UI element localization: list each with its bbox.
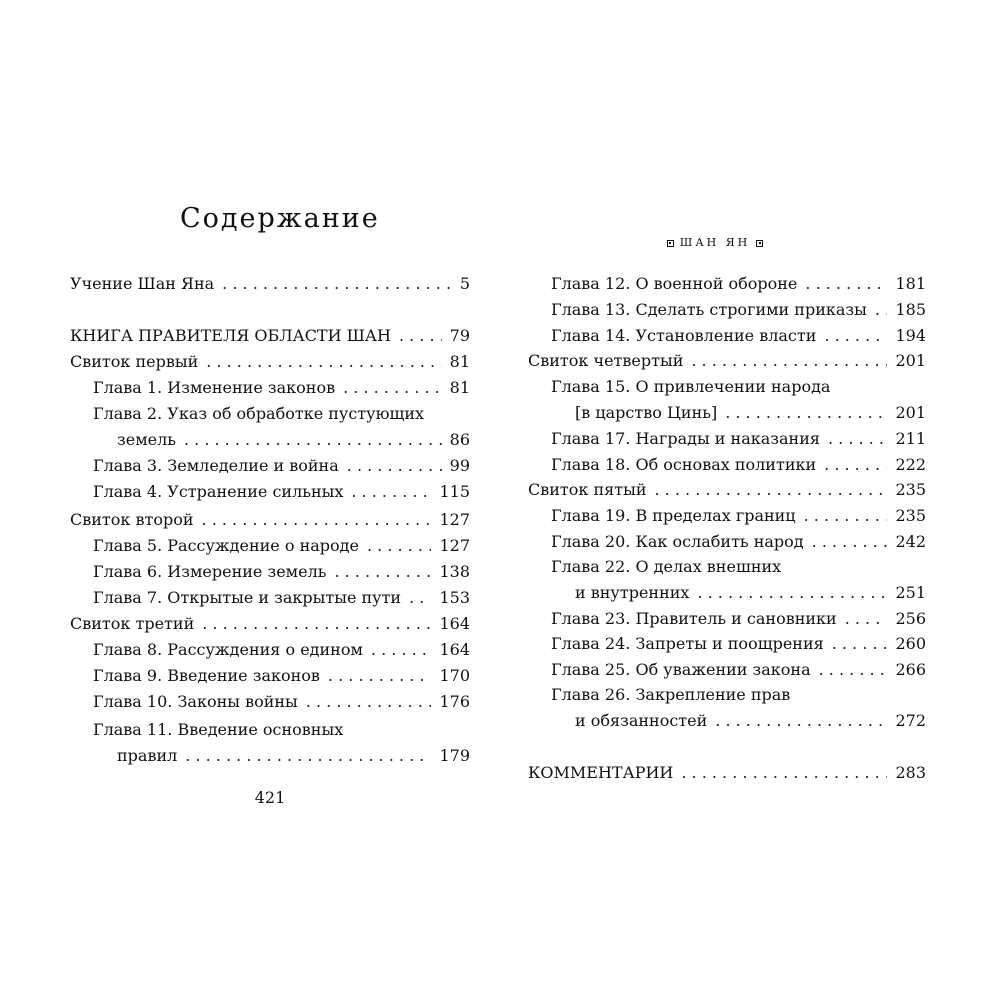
toc-entry-title: Глава 15. О привлечении народа — [551, 377, 831, 396]
toc-entry — [551, 554, 926, 580]
dot-leader — [184, 427, 442, 453]
dot-leader — [347, 453, 442, 479]
toc-entry-title: Глава 13. Сделать строгими приказы — [551, 300, 867, 319]
toc-entry — [70, 349, 470, 375]
toc-entry-title: [в царство Цинь] — [575, 403, 718, 422]
dot-leader — [202, 611, 431, 637]
toc-entry-page: 235 — [895, 506, 926, 525]
dot-leader — [828, 426, 887, 452]
toc-entry-page: 164 — [439, 640, 470, 659]
toc-entry-title: Глава 19. В пределах границ — [551, 506, 796, 525]
toc-entry-title: Свиток пятый — [528, 480, 647, 499]
dot-leader — [334, 559, 431, 585]
toc-entry — [93, 401, 470, 427]
dot-leader — [824, 452, 887, 478]
toc-entry — [551, 452, 926, 478]
toc-entry — [93, 453, 470, 479]
toc-entry-title: Глава 6. Измерение земель — [93, 562, 327, 581]
toc-entry-title: Учение Шан Яна — [70, 274, 215, 293]
toc-entry-title: Глава 24. Запреты и поощрения — [551, 634, 824, 653]
toc-entry-page: 222 — [895, 455, 926, 474]
page-number: 421 — [254, 788, 286, 807]
toc-entry-title: Глава 3. Земледелие и война — [93, 456, 339, 475]
dot-leader — [351, 479, 431, 505]
dot-leader — [202, 507, 432, 533]
toc-entry-page: 251 — [895, 583, 926, 602]
dot-leader — [399, 323, 442, 349]
dot-leader — [725, 400, 887, 426]
toc-entry-page: 81 — [449, 352, 470, 371]
toc-entry-title: Глава 5. Рассуждение о народе — [93, 536, 359, 555]
toc-entry-page: 86 — [449, 430, 470, 449]
toc-entry — [70, 271, 470, 297]
toc-entry-title: Глава 8. Рассуждения о едином — [93, 640, 363, 659]
toc-entry — [117, 743, 470, 769]
ornament-right-icon — [756, 240, 763, 247]
toc-entry-title: Глава 12. О военной обороне — [551, 274, 798, 293]
toc-entry-page: 235 — [895, 480, 926, 499]
toc-entry-page: 115 — [439, 482, 470, 501]
toc-entry — [551, 606, 926, 632]
dot-leader — [185, 743, 431, 769]
toc-entry — [551, 529, 926, 555]
dot-leader — [222, 271, 452, 297]
toc-entry-page: 181 — [895, 274, 926, 293]
toc-entry — [575, 708, 926, 734]
toc-entry-page: 211 — [895, 429, 926, 448]
dot-leader — [805, 271, 887, 297]
toc-entry — [551, 631, 926, 657]
toc-entry-page: 138 — [439, 562, 470, 581]
toc-entry — [528, 477, 926, 503]
toc-entry-page: 194 — [895, 326, 926, 345]
toc-entry — [93, 559, 470, 585]
toc-entry — [93, 663, 470, 689]
toc-entry-page: 176 — [439, 692, 470, 711]
toc-entry-page: 81 — [449, 378, 470, 397]
toc-entry-title: КОММЕНТАРИИ — [528, 763, 674, 782]
toc-entry-title: Глава 2. Указ об обработке пустующих — [93, 404, 425, 423]
dot-leader — [206, 349, 441, 375]
toc-entry — [551, 426, 926, 452]
toc-entry-page: 170 — [439, 666, 470, 685]
toc-entry-title: Глава 20. Как ослабить народ — [551, 532, 804, 551]
dot-leader — [371, 637, 432, 663]
toc-entry-title: Глава 26. Закрепление прав — [551, 685, 791, 704]
running-head-text: ШАН ЯН — [679, 236, 751, 249]
toc-entry-title: Глава 10. Законы войны — [93, 692, 298, 711]
toc-entry-title: и обязанностей — [575, 711, 708, 730]
toc-entry-page: 79 — [449, 326, 470, 345]
toc-entry-title: Глава 9. Введение законов — [93, 666, 320, 685]
dot-leader — [715, 708, 887, 734]
toc-entry — [93, 479, 470, 505]
toc-entry — [93, 533, 470, 559]
toc-entry-page: 127 — [439, 510, 470, 529]
toc-entry-page: 242 — [895, 532, 926, 551]
toc-entry-title: Свиток третий — [70, 614, 195, 633]
page-title: Содержание — [180, 203, 380, 234]
toc-entry-title: правил — [117, 746, 178, 765]
toc-entry-page: 256 — [895, 609, 926, 628]
dot-leader — [306, 689, 432, 715]
toc-entry-page: 266 — [895, 660, 926, 679]
toc-entry-title: Глава 4. Устранение сильных — [93, 482, 344, 501]
ornament-left-icon — [667, 240, 674, 247]
toc-entry-page: 127 — [439, 536, 470, 555]
dot-leader — [691, 348, 887, 374]
dot-leader — [824, 323, 887, 349]
toc-entry-title: и внутренних — [575, 583, 690, 602]
dot-leader — [697, 580, 887, 606]
toc-entry — [93, 637, 470, 663]
toc-entry — [575, 400, 926, 426]
toc-entry-page: 99 — [449, 456, 470, 475]
toc-entry — [551, 682, 926, 708]
dot-leader — [343, 375, 442, 401]
toc-entry — [551, 297, 926, 323]
dot-leader — [409, 585, 431, 611]
toc-entry-page: 201 — [895, 351, 926, 370]
toc-entry-page: 153 — [439, 588, 470, 607]
toc-entry-title: Глава 22. О делах внешних — [551, 557, 782, 576]
toc-entry-title: Глава 1. Изменение законов — [93, 378, 336, 397]
dot-leader — [812, 529, 888, 555]
toc-entry — [551, 374, 926, 400]
toc-entry-title: земель — [117, 430, 176, 449]
toc-entry-title: КНИГА ПРАВИТЕЛЯ ОБЛАСТИ ШАН — [70, 326, 391, 345]
toc-entry — [551, 271, 926, 297]
toc-entry — [93, 585, 470, 611]
toc-entry-page: 260 — [895, 634, 926, 653]
toc-entry-title: Свиток первый — [70, 352, 199, 371]
toc-entry-page: 164 — [439, 614, 470, 633]
toc-entry-title: Глава 11. Введение основных — [93, 720, 344, 739]
dot-leader — [367, 533, 431, 559]
toc-entry — [70, 507, 470, 533]
dot-leader — [832, 631, 888, 657]
toc-entry-title: Свиток второй — [70, 510, 194, 529]
toc-entry — [93, 717, 470, 743]
toc-entry-page: 272 — [895, 711, 926, 730]
toc-entry-page: 5 — [459, 274, 470, 293]
toc-entry — [93, 375, 470, 401]
toc-entry — [551, 657, 926, 683]
toc-entry-title: Глава 18. Об основах политики — [551, 455, 817, 474]
dot-leader — [804, 503, 888, 529]
toc-entry — [70, 323, 470, 349]
dot-leader — [875, 297, 888, 323]
toc-entry — [528, 348, 926, 374]
toc-entry-page: 283 — [895, 763, 926, 782]
toc-entry — [551, 503, 926, 529]
toc-entry-page: 185 — [895, 300, 926, 319]
dot-leader — [681, 760, 887, 786]
toc-entry-title: Глава 25. Об уважении закона — [551, 660, 811, 679]
toc-entry-title: Свиток четвертый — [528, 351, 684, 370]
toc-entry-title: Глава 23. Правитель и сановники — [551, 609, 837, 628]
toc-entry-page: 179 — [439, 746, 470, 765]
toc-entry — [575, 580, 926, 606]
toc-entry — [117, 427, 470, 453]
toc-entry — [93, 689, 470, 715]
toc-entry — [70, 611, 470, 637]
dot-leader — [328, 663, 432, 689]
running-head — [645, 236, 785, 250]
toc-entry-title: Глава 7. Открытые и закрытые пути — [93, 588, 402, 607]
dot-leader — [845, 606, 888, 632]
toc-entry — [551, 323, 926, 349]
toc-entry-title: Глава 14. Установление власти — [551, 326, 817, 345]
toc-entry-title: Глава 17. Награды и наказания — [551, 429, 820, 448]
dot-leader — [819, 657, 888, 683]
dot-leader — [655, 477, 888, 503]
toc-entry — [528, 760, 926, 786]
toc-entry-page: 201 — [895, 403, 926, 422]
